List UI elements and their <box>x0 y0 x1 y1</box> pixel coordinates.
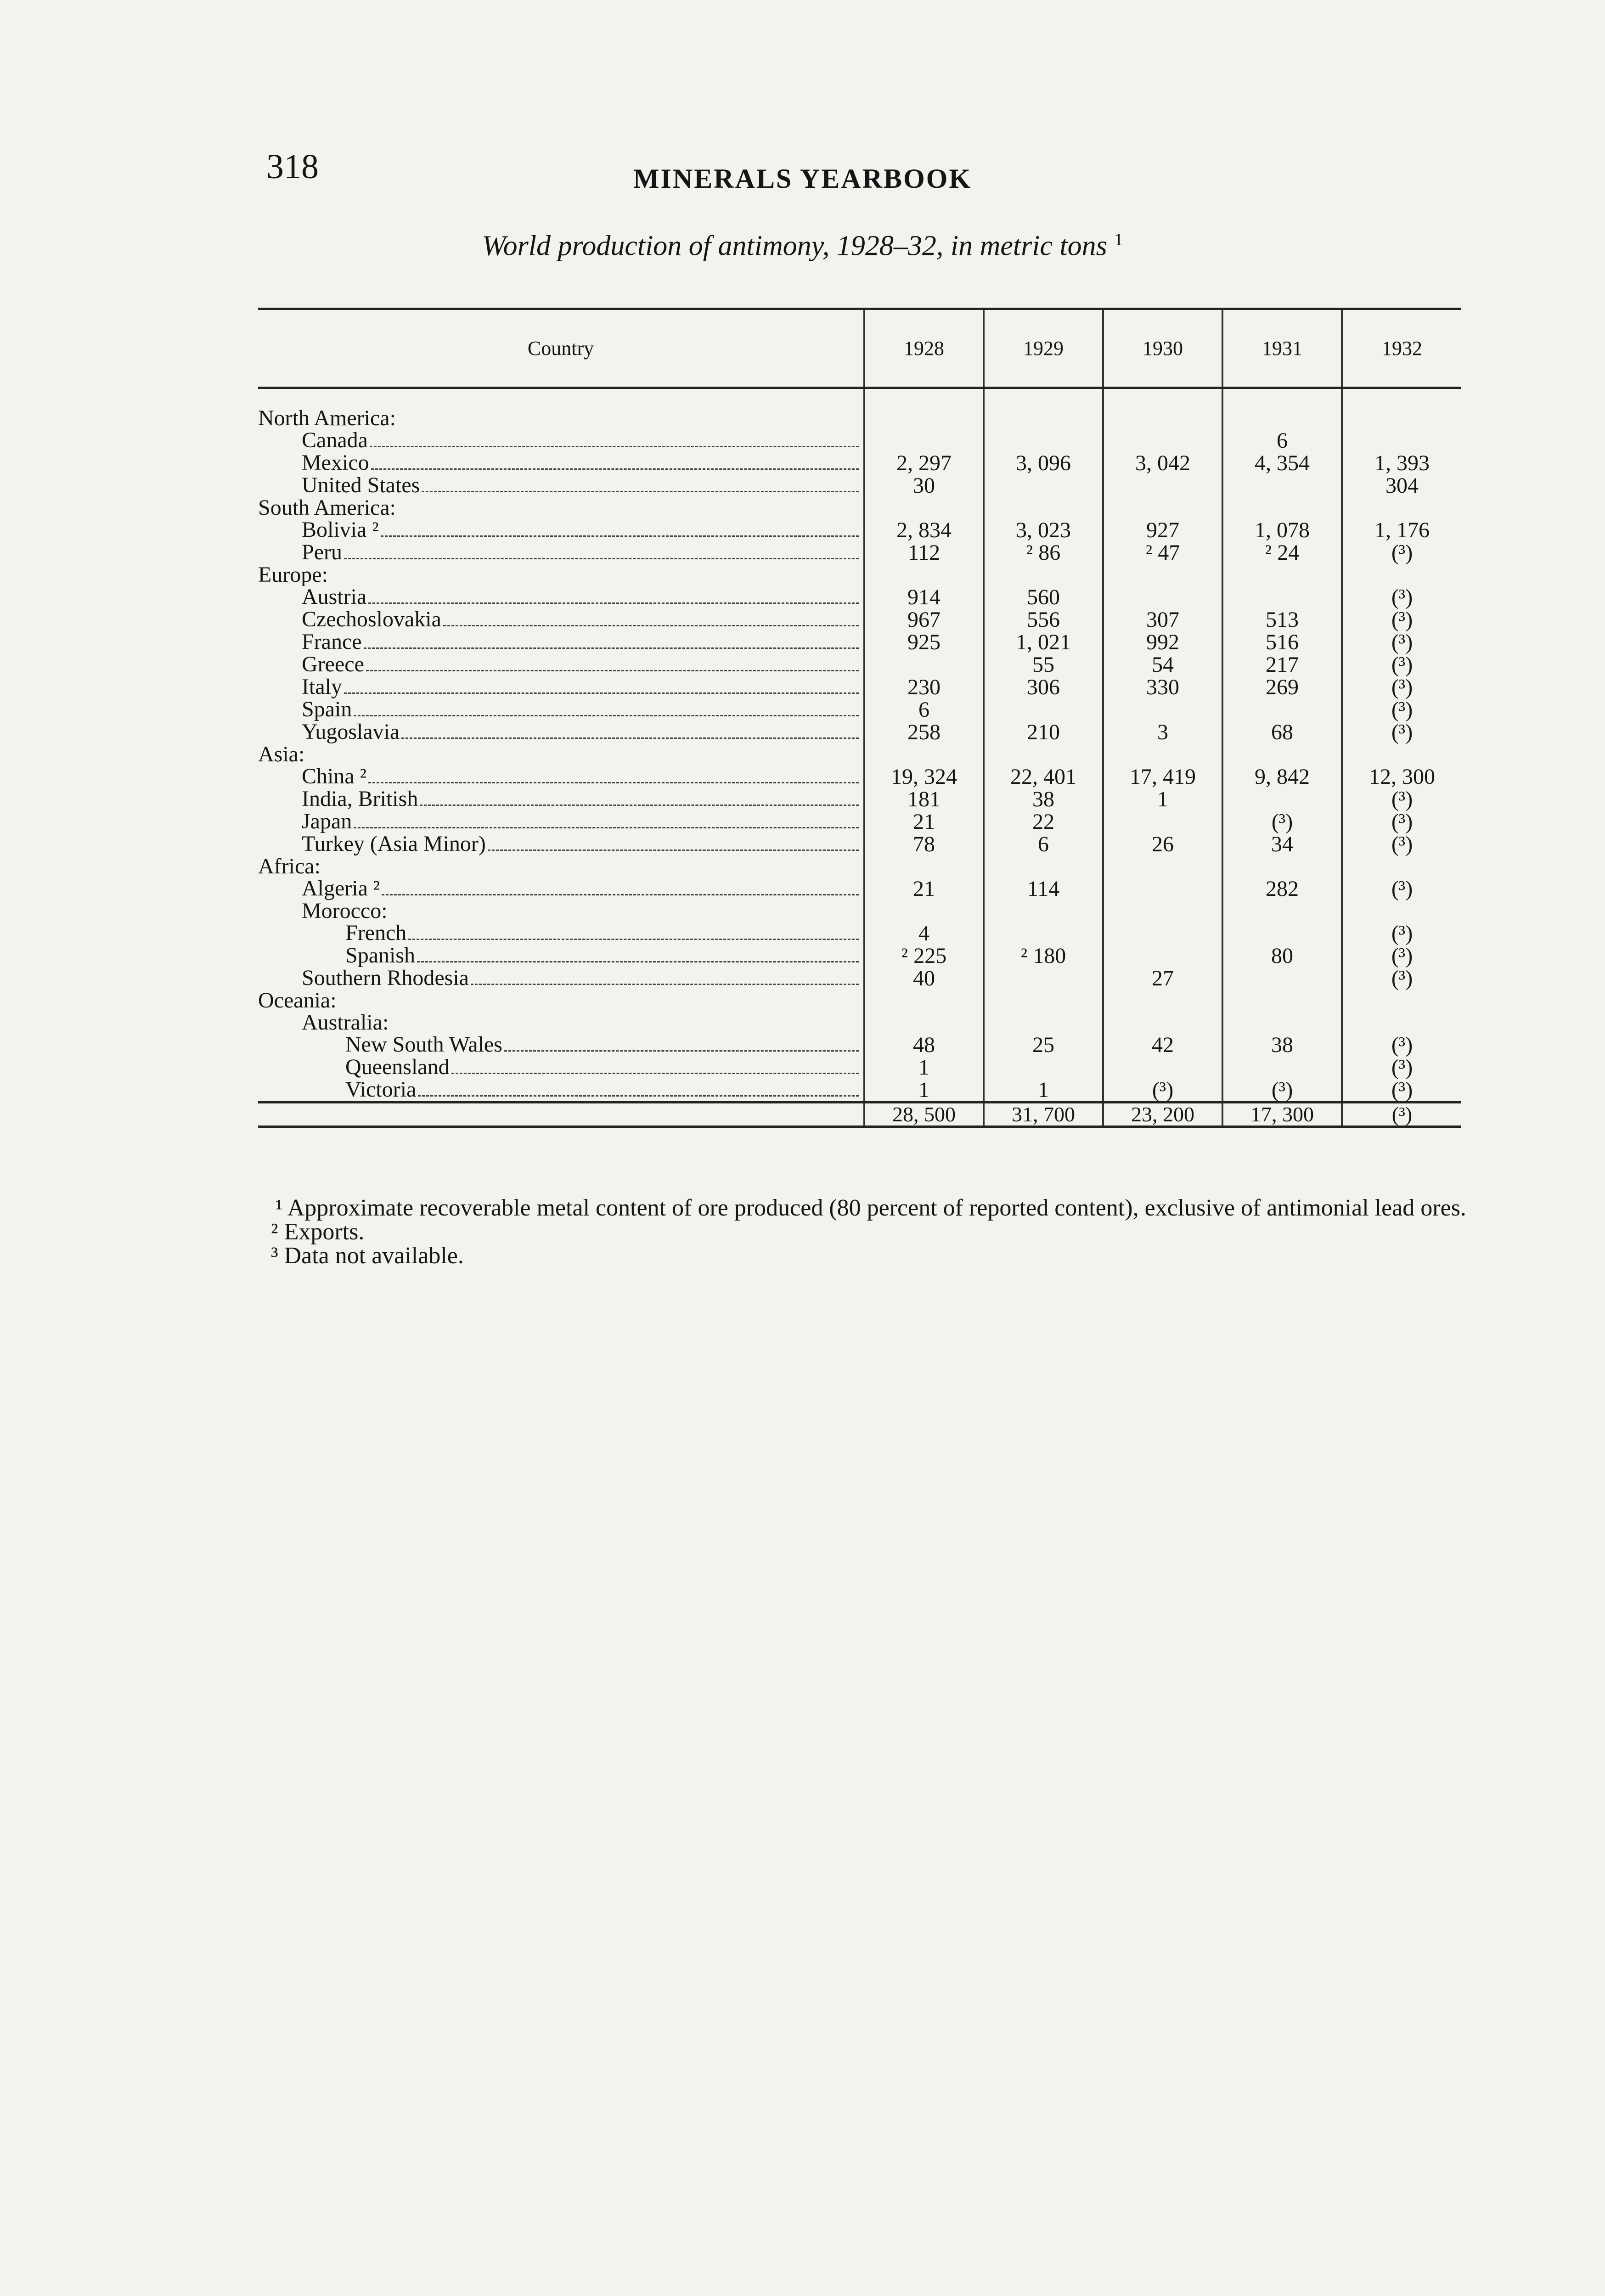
country-label: Queensland <box>345 1056 450 1079</box>
value-cell: 42 <box>1103 1034 1222 1056</box>
value-cell <box>1103 810 1222 833</box>
country-cell <box>258 922 864 945</box>
table-row <box>258 388 1461 430</box>
value-cell: (³) <box>1342 586 1461 608</box>
country-cell <box>258 698 864 721</box>
value-cell: 21 <box>864 878 984 900</box>
total-value-cell: 28, 500 <box>864 1103 984 1127</box>
leader-dots <box>418 1095 859 1097</box>
value-cell <box>1222 990 1342 1012</box>
value-cell: 927 <box>1103 519 1222 541</box>
leader-dots <box>364 647 859 649</box>
header-country: Country <box>258 309 864 388</box>
value-cell: 34 <box>1222 833 1342 855</box>
value-cell: (³) <box>1222 810 1342 833</box>
total-value-cell: (³) <box>1342 1103 1461 1127</box>
leader-dots <box>443 625 859 626</box>
value-cell <box>984 429 1103 452</box>
value-cell <box>984 564 1103 586</box>
value-cell: 12, 300 <box>1342 765 1461 788</box>
country-cell <box>258 1056 864 1079</box>
value-cell: 4 <box>864 922 984 945</box>
value-cell <box>1103 900 1222 922</box>
country-cell <box>258 765 864 788</box>
country-label: United States <box>302 474 420 497</box>
value-cell: 914 <box>864 586 984 608</box>
country-label: Czechoslovakia <box>302 608 441 631</box>
value-cell: (³) <box>1103 1079 1222 1103</box>
country-cell <box>258 990 864 1012</box>
country-label: Europe: <box>258 564 328 586</box>
value-cell: 2, 297 <box>864 452 984 474</box>
leader-dots <box>420 805 859 806</box>
value-cell <box>1222 564 1342 586</box>
country-label: French <box>345 922 407 945</box>
country-label: Victoria <box>345 1079 417 1101</box>
value-cell <box>864 653 984 676</box>
value-cell <box>1103 1056 1222 1079</box>
table-row <box>258 1012 1461 1034</box>
table-row <box>258 653 1461 676</box>
footnote-3: ³ Data not available. <box>271 1243 464 1269</box>
country-label: Africa: <box>258 855 321 878</box>
country-cell <box>258 653 864 676</box>
country-cell <box>258 631 864 653</box>
country-cell <box>258 967 864 990</box>
value-cell: 258 <box>864 721 984 743</box>
value-cell <box>984 497 1103 519</box>
value-cell: 112 <box>864 541 984 564</box>
value-cell: ² 24 <box>1222 541 1342 564</box>
country-label: Austria <box>302 586 367 608</box>
value-cell: (³) <box>1342 788 1461 810</box>
table-row <box>258 452 1461 474</box>
value-cell: 54 <box>1103 653 1222 676</box>
value-cell: (³) <box>1342 676 1461 698</box>
leader-dots <box>382 894 859 895</box>
total-value-cell: 17, 300 <box>1222 1103 1342 1127</box>
country-label: New South Wales <box>345 1034 502 1056</box>
value-cell <box>1222 855 1342 878</box>
leader-dots <box>370 446 859 447</box>
table-row <box>258 743 1461 765</box>
country-cell <box>258 608 864 631</box>
leader-dots <box>401 737 859 739</box>
table-row <box>258 698 1461 721</box>
value-cell <box>1103 743 1222 765</box>
value-cell <box>1103 878 1222 900</box>
value-cell: 6 <box>984 833 1103 855</box>
value-cell <box>984 1056 1103 1079</box>
country-label: Spain <box>302 698 352 721</box>
country-cell <box>258 855 864 878</box>
header-1931: 1931 <box>1222 309 1342 388</box>
table-row <box>258 721 1461 743</box>
table-row <box>258 833 1461 855</box>
value-cell: 1, 176 <box>1342 519 1461 541</box>
value-cell: 992 <box>1103 631 1222 653</box>
value-cell <box>1222 497 1342 519</box>
value-cell <box>864 743 984 765</box>
value-cell: 27 <box>1103 967 1222 990</box>
value-cell <box>1103 922 1222 945</box>
value-cell <box>1222 586 1342 608</box>
value-cell: (³) <box>1342 541 1461 564</box>
value-cell: 25 <box>984 1034 1103 1056</box>
value-cell: (³) <box>1342 922 1461 945</box>
country-label: India, British <box>302 788 418 810</box>
value-cell <box>864 388 984 430</box>
value-cell: 3, 042 <box>1103 452 1222 474</box>
value-cell: 17, 419 <box>1103 765 1222 788</box>
table-row <box>258 945 1461 967</box>
country-cell <box>258 388 864 430</box>
value-cell: ² 47 <box>1103 541 1222 564</box>
header-row <box>258 309 1461 388</box>
value-cell <box>1103 564 1222 586</box>
total-label-cell <box>258 1103 864 1127</box>
value-cell: 560 <box>984 586 1103 608</box>
leader-dots <box>368 602 859 604</box>
total-value-cell: 23, 200 <box>1103 1103 1222 1127</box>
value-cell: 6 <box>1222 429 1342 452</box>
value-cell: 3, 023 <box>984 519 1103 541</box>
table-row <box>258 765 1461 788</box>
value-cell <box>864 900 984 922</box>
table-row <box>258 474 1461 497</box>
table-title-text: World production of antimony, 1928–32, in metric tons <box>482 230 1107 262</box>
country-cell <box>258 743 864 765</box>
value-cell: 1, 078 <box>1222 519 1342 541</box>
table-title-note: 1 <box>1114 230 1123 249</box>
value-cell: (³) <box>1342 810 1461 833</box>
footnote-1: ¹ Approximate recoverable metal content of ore produced (80 percent of reported content), exclusive of antimonial lead ores. <box>276 1195 1466 1221</box>
value-cell: 556 <box>984 608 1103 631</box>
header-1930: 1930 <box>1103 309 1222 388</box>
value-cell <box>864 855 984 878</box>
header-1932: 1932 <box>1342 309 1461 388</box>
value-cell: (³) <box>1342 1034 1461 1056</box>
value-cell: 307 <box>1103 608 1222 631</box>
value-cell <box>1103 429 1222 452</box>
value-cell <box>1103 586 1222 608</box>
value-cell: 55 <box>984 653 1103 676</box>
value-cell: 217 <box>1222 653 1342 676</box>
table-row <box>258 788 1461 810</box>
value-cell <box>1103 388 1222 430</box>
value-cell: 2, 834 <box>864 519 984 541</box>
value-cell: (³) <box>1342 721 1461 743</box>
country-label: Turkey (Asia Minor) <box>302 833 486 855</box>
value-cell <box>1222 743 1342 765</box>
country-cell <box>258 833 864 855</box>
table-row <box>258 676 1461 698</box>
footnotes <box>257 1196 1470 1268</box>
country-label: Australia: <box>302 1012 389 1034</box>
value-cell: ² 86 <box>984 541 1103 564</box>
leader-dots <box>422 491 859 492</box>
value-cell <box>1342 743 1461 765</box>
country-cell <box>258 519 864 541</box>
value-cell <box>984 900 1103 922</box>
country-cell <box>258 452 864 474</box>
table-row <box>258 922 1461 945</box>
value-cell: 78 <box>864 833 984 855</box>
leader-dots <box>344 558 859 559</box>
total-row <box>258 1103 1461 1127</box>
value-cell <box>1103 990 1222 1012</box>
table-row <box>258 967 1461 990</box>
header-1929: 1929 <box>984 309 1103 388</box>
value-cell: 967 <box>864 608 984 631</box>
value-cell: 1, 021 <box>984 631 1103 653</box>
value-cell: (³) <box>1342 967 1461 990</box>
country-label: Greece <box>302 653 364 676</box>
table-row <box>258 990 1461 1012</box>
value-cell: 26 <box>1103 833 1222 855</box>
value-cell <box>1103 1012 1222 1034</box>
value-cell <box>984 698 1103 721</box>
value-cell: (³) <box>1342 631 1461 653</box>
country-cell <box>258 900 864 922</box>
value-cell <box>1103 698 1222 721</box>
leader-dots <box>354 827 859 828</box>
value-cell: 181 <box>864 788 984 810</box>
value-cell: (³) <box>1342 608 1461 631</box>
total-value-cell: 31, 700 <box>984 1103 1103 1127</box>
table-row <box>258 900 1461 922</box>
value-cell: 1 <box>864 1079 984 1103</box>
value-cell: 9, 842 <box>1222 765 1342 788</box>
value-cell: (³) <box>1342 1056 1461 1079</box>
country-label: Bolivia ² <box>302 519 379 541</box>
production-table <box>258 308 1461 1128</box>
country-cell <box>258 1079 864 1103</box>
value-cell: (³) <box>1342 653 1461 676</box>
table-body <box>258 388 1461 1127</box>
value-cell <box>1342 564 1461 586</box>
value-cell <box>984 855 1103 878</box>
page-number: 318 <box>266 147 319 186</box>
value-cell: 3, 096 <box>984 452 1103 474</box>
value-cell <box>1342 900 1461 922</box>
country-label: Canada <box>302 429 368 452</box>
value-cell <box>1222 922 1342 945</box>
header-1928: 1928 <box>864 309 984 388</box>
value-cell: 513 <box>1222 608 1342 631</box>
value-cell <box>864 497 984 519</box>
value-cell: 19, 324 <box>864 765 984 788</box>
country-label: Spanish <box>345 945 416 967</box>
country-label: Japan <box>302 810 352 833</box>
value-cell <box>1342 497 1461 519</box>
table-title <box>0 230 1605 263</box>
value-cell: 22, 401 <box>984 765 1103 788</box>
leader-dots <box>366 670 859 671</box>
value-cell: 48 <box>864 1034 984 1056</box>
value-cell <box>864 1012 984 1034</box>
value-cell: (³) <box>1342 945 1461 967</box>
leader-dots <box>344 692 859 694</box>
value-cell: 21 <box>864 810 984 833</box>
value-cell: (³) <box>1342 1079 1461 1103</box>
value-cell: 210 <box>984 721 1103 743</box>
value-cell: (³) <box>1342 698 1461 721</box>
value-cell: 40 <box>864 967 984 990</box>
value-cell <box>1222 1056 1342 1079</box>
value-cell: 1 <box>984 1079 1103 1103</box>
leader-dots <box>381 535 859 537</box>
country-cell <box>258 721 864 743</box>
leader-dots <box>451 1073 859 1074</box>
table-row <box>258 810 1461 833</box>
value-cell: 4, 354 <box>1222 452 1342 474</box>
country-label: Oceania: <box>258 990 337 1012</box>
value-cell: 38 <box>1222 1034 1342 1056</box>
table-row <box>258 1034 1461 1056</box>
table-row <box>258 1056 1461 1079</box>
country-cell <box>258 810 864 833</box>
value-cell: 330 <box>1103 676 1222 698</box>
value-cell: 6 <box>864 698 984 721</box>
value-cell <box>1342 388 1461 430</box>
value-cell <box>984 388 1103 430</box>
table-row <box>258 1079 1461 1103</box>
country-cell <box>258 586 864 608</box>
country-cell <box>258 1012 864 1034</box>
value-cell <box>1342 1012 1461 1034</box>
country-label: Morocco: <box>302 900 388 922</box>
value-cell <box>864 990 984 1012</box>
table-row <box>258 497 1461 519</box>
table-row <box>258 541 1461 564</box>
country-label: France <box>302 631 362 653</box>
country-cell <box>258 676 864 698</box>
country-cell <box>258 474 864 497</box>
value-cell <box>1342 855 1461 878</box>
value-cell: 30 <box>864 474 984 497</box>
value-cell: ² 180 <box>984 945 1103 967</box>
leader-dots <box>488 850 859 851</box>
value-cell: 282 <box>1222 878 1342 900</box>
value-cell: 306 <box>984 676 1103 698</box>
country-cell <box>258 945 864 967</box>
value-cell: 38 <box>984 788 1103 810</box>
value-cell: (³) <box>1342 833 1461 855</box>
country-label: South America: <box>258 497 396 519</box>
value-cell: 516 <box>1222 631 1342 653</box>
leader-dots <box>371 468 859 470</box>
value-cell: (³) <box>1342 878 1461 900</box>
value-cell: 22 <box>984 810 1103 833</box>
value-cell: 230 <box>864 676 984 698</box>
value-cell: 68 <box>1222 721 1342 743</box>
table-row <box>258 631 1461 653</box>
country-label: Mexico <box>302 452 369 474</box>
value-cell <box>864 429 984 452</box>
country-cell <box>258 1034 864 1056</box>
leader-dots <box>471 984 859 985</box>
country-label: Yugoslavia <box>302 721 400 743</box>
value-cell <box>1342 429 1461 452</box>
value-cell: ² 225 <box>864 945 984 967</box>
table-row <box>258 564 1461 586</box>
value-cell <box>1222 900 1342 922</box>
value-cell <box>984 967 1103 990</box>
country-cell <box>258 878 864 900</box>
country-cell <box>258 788 864 810</box>
footnote-2: ² Exports. <box>271 1219 365 1245</box>
value-cell <box>1103 497 1222 519</box>
value-cell <box>1103 855 1222 878</box>
table-row <box>258 855 1461 878</box>
value-cell <box>1222 1012 1342 1034</box>
running-head: MINERALS YEARBOOK <box>633 163 972 194</box>
table-row <box>258 429 1461 452</box>
value-cell <box>984 990 1103 1012</box>
value-cell: 269 <box>1222 676 1342 698</box>
value-cell: (³) <box>1222 1079 1342 1103</box>
country-label: Southern Rhodesia <box>302 967 469 990</box>
value-cell <box>1222 698 1342 721</box>
country-label: Italy <box>302 676 342 698</box>
leader-dots <box>354 715 859 716</box>
value-cell <box>984 1012 1103 1034</box>
table-row <box>258 608 1461 631</box>
value-cell <box>1342 990 1461 1012</box>
table-row <box>258 586 1461 608</box>
value-cell <box>1222 388 1342 430</box>
country-label: Asia: <box>258 743 305 765</box>
value-cell: 3 <box>1103 721 1222 743</box>
leader-dots <box>417 961 859 962</box>
value-cell: 925 <box>864 631 984 653</box>
table-row <box>258 519 1461 541</box>
value-cell: 304 <box>1342 474 1461 497</box>
country-label: Algeria ² <box>302 878 380 900</box>
country-cell <box>258 497 864 519</box>
country-cell <box>258 429 864 452</box>
leader-dots <box>408 939 859 940</box>
value-cell <box>1103 474 1222 497</box>
value-cell <box>1222 788 1342 810</box>
value-cell: 1 <box>1103 788 1222 810</box>
table-row <box>258 878 1461 900</box>
value-cell <box>984 743 1103 765</box>
value-cell: 1, 393 <box>1342 452 1461 474</box>
leader-dots <box>368 782 859 783</box>
value-cell <box>984 922 1103 945</box>
country-label: North America: <box>258 407 396 429</box>
value-cell <box>1103 945 1222 967</box>
value-cell <box>864 564 984 586</box>
country-cell <box>258 564 864 586</box>
country-label: Peru <box>302 541 342 564</box>
value-cell <box>984 474 1103 497</box>
country-label: China ² <box>302 765 367 788</box>
country-cell <box>258 541 864 564</box>
value-cell <box>1222 967 1342 990</box>
value-cell: 1 <box>864 1056 984 1079</box>
value-cell: 80 <box>1222 945 1342 967</box>
leader-dots <box>504 1050 859 1052</box>
value-cell <box>1222 474 1342 497</box>
value-cell: 114 <box>984 878 1103 900</box>
